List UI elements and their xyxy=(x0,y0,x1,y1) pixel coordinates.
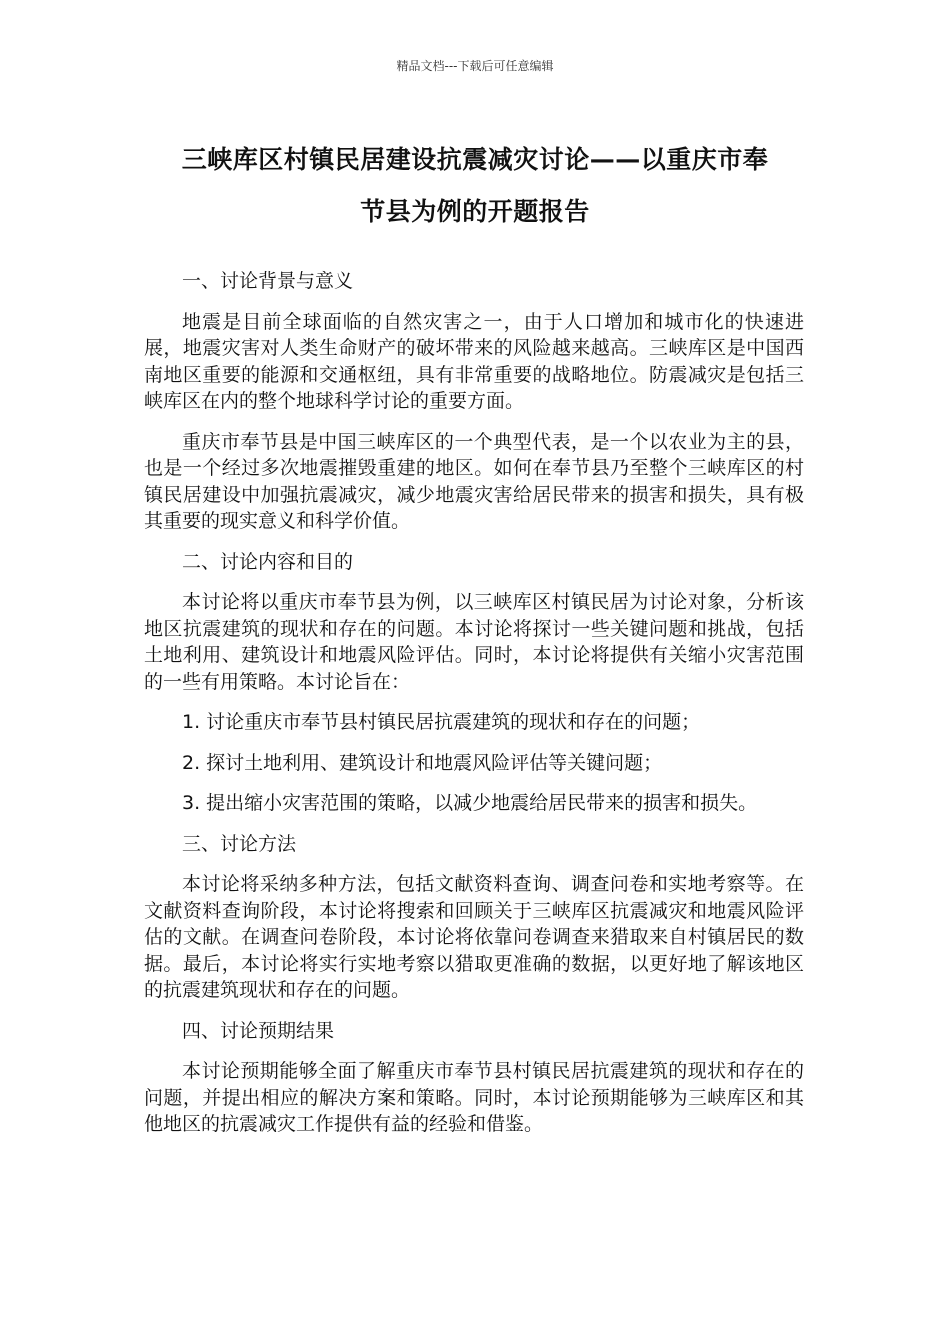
paragraph: 本讨论将以重庆市奉节县为例，以三峡库区村镇民居为讨论对象，分析该地区抗震建筑的现状和存在的问题。本讨论将探讨一些关键问题和挑战，包括土地利用、建筑设计和地震风险评估。同时，本讨论将提供有关缩小灾害范围的一些有用策略。本讨论旨在： xyxy=(144,591,804,693)
paragraph: 地震是目前全球面临的自然灾害之一，由于人口增加和城市化的快速进展，地震灾害对人类生命财产的破坏带来的风险越来越高。三峡库区是中国西南地区重要的能源和交通枢纽，具有非常重要的战略地位。防震减灾是包括三峡库区在内的整个地球科学讨论的重要方面。 xyxy=(144,310,804,412)
header-note: 精品文档---下载后可任意编辑 xyxy=(396,59,554,73)
paragraph: 本讨论预期能够全面了解重庆市奉节县村镇民居抗震建筑的现状和存在的问题，并提出相应的解决方案和策略。同时，本讨论预期能够为三峡库区和其他地区的抗震减灾工作提供有益的经验和借鉴。 xyxy=(144,1060,804,1135)
paragraph: 重庆市奉节县是中国三峡库区的一个典型代表，是一个以农业为主的县，也是一个经过多次地震摧毁重建的地区。如何在奉节县乃至整个三峡库区的村镇民居建设中加强抗震减灾，减少地震灾害给居民带来的损害和损失，具有极其重要的现实意义和科学价值。 xyxy=(144,430,804,532)
section-heading-content: 二、讨论内容和目的 xyxy=(182,550,354,573)
section-heading-methods: 三、讨论方法 xyxy=(182,832,297,855)
title-line-1: 三峡库区村镇民居建设抗震减灾讨论——以重庆市奉 xyxy=(181,145,769,174)
document-title xyxy=(140,134,810,238)
document-body xyxy=(144,268,804,1152)
list-item: 2. 探讨土地利用、建筑设计和地震风险评估等关键问题； xyxy=(182,751,663,774)
paragraph: 本讨论将采纳多种方法，包括文献资料查询、调查问卷和实地考察等。在文献资料查询阶段，本讨论将搜索和回顾关于三峡库区抗震减灾和地震风险评估的文献。在调查问卷阶段，本讨论将依靠问卷调查来猎取来自村镇居民的数据。最后，本讨论将实行实地考察以猎取更准确的数据，以更好地了解该地区的抗震建筑现状和存在的问题。 xyxy=(144,873,804,1001)
title-line-2: 节县为例的开题报告 xyxy=(360,197,590,226)
list-item: 3. 提出缩小灾害范围的策略，以减少地震给居民带来的损害和损失。 xyxy=(182,792,758,814)
section-heading-results: 四、讨论预期结果 xyxy=(182,1019,335,1042)
list-item: 1. 讨论重庆市奉节县村镇民居抗震建筑的现状和存在的问题； xyxy=(182,711,701,733)
section-heading-background: 一、讨论背景与意义 xyxy=(182,270,354,292)
